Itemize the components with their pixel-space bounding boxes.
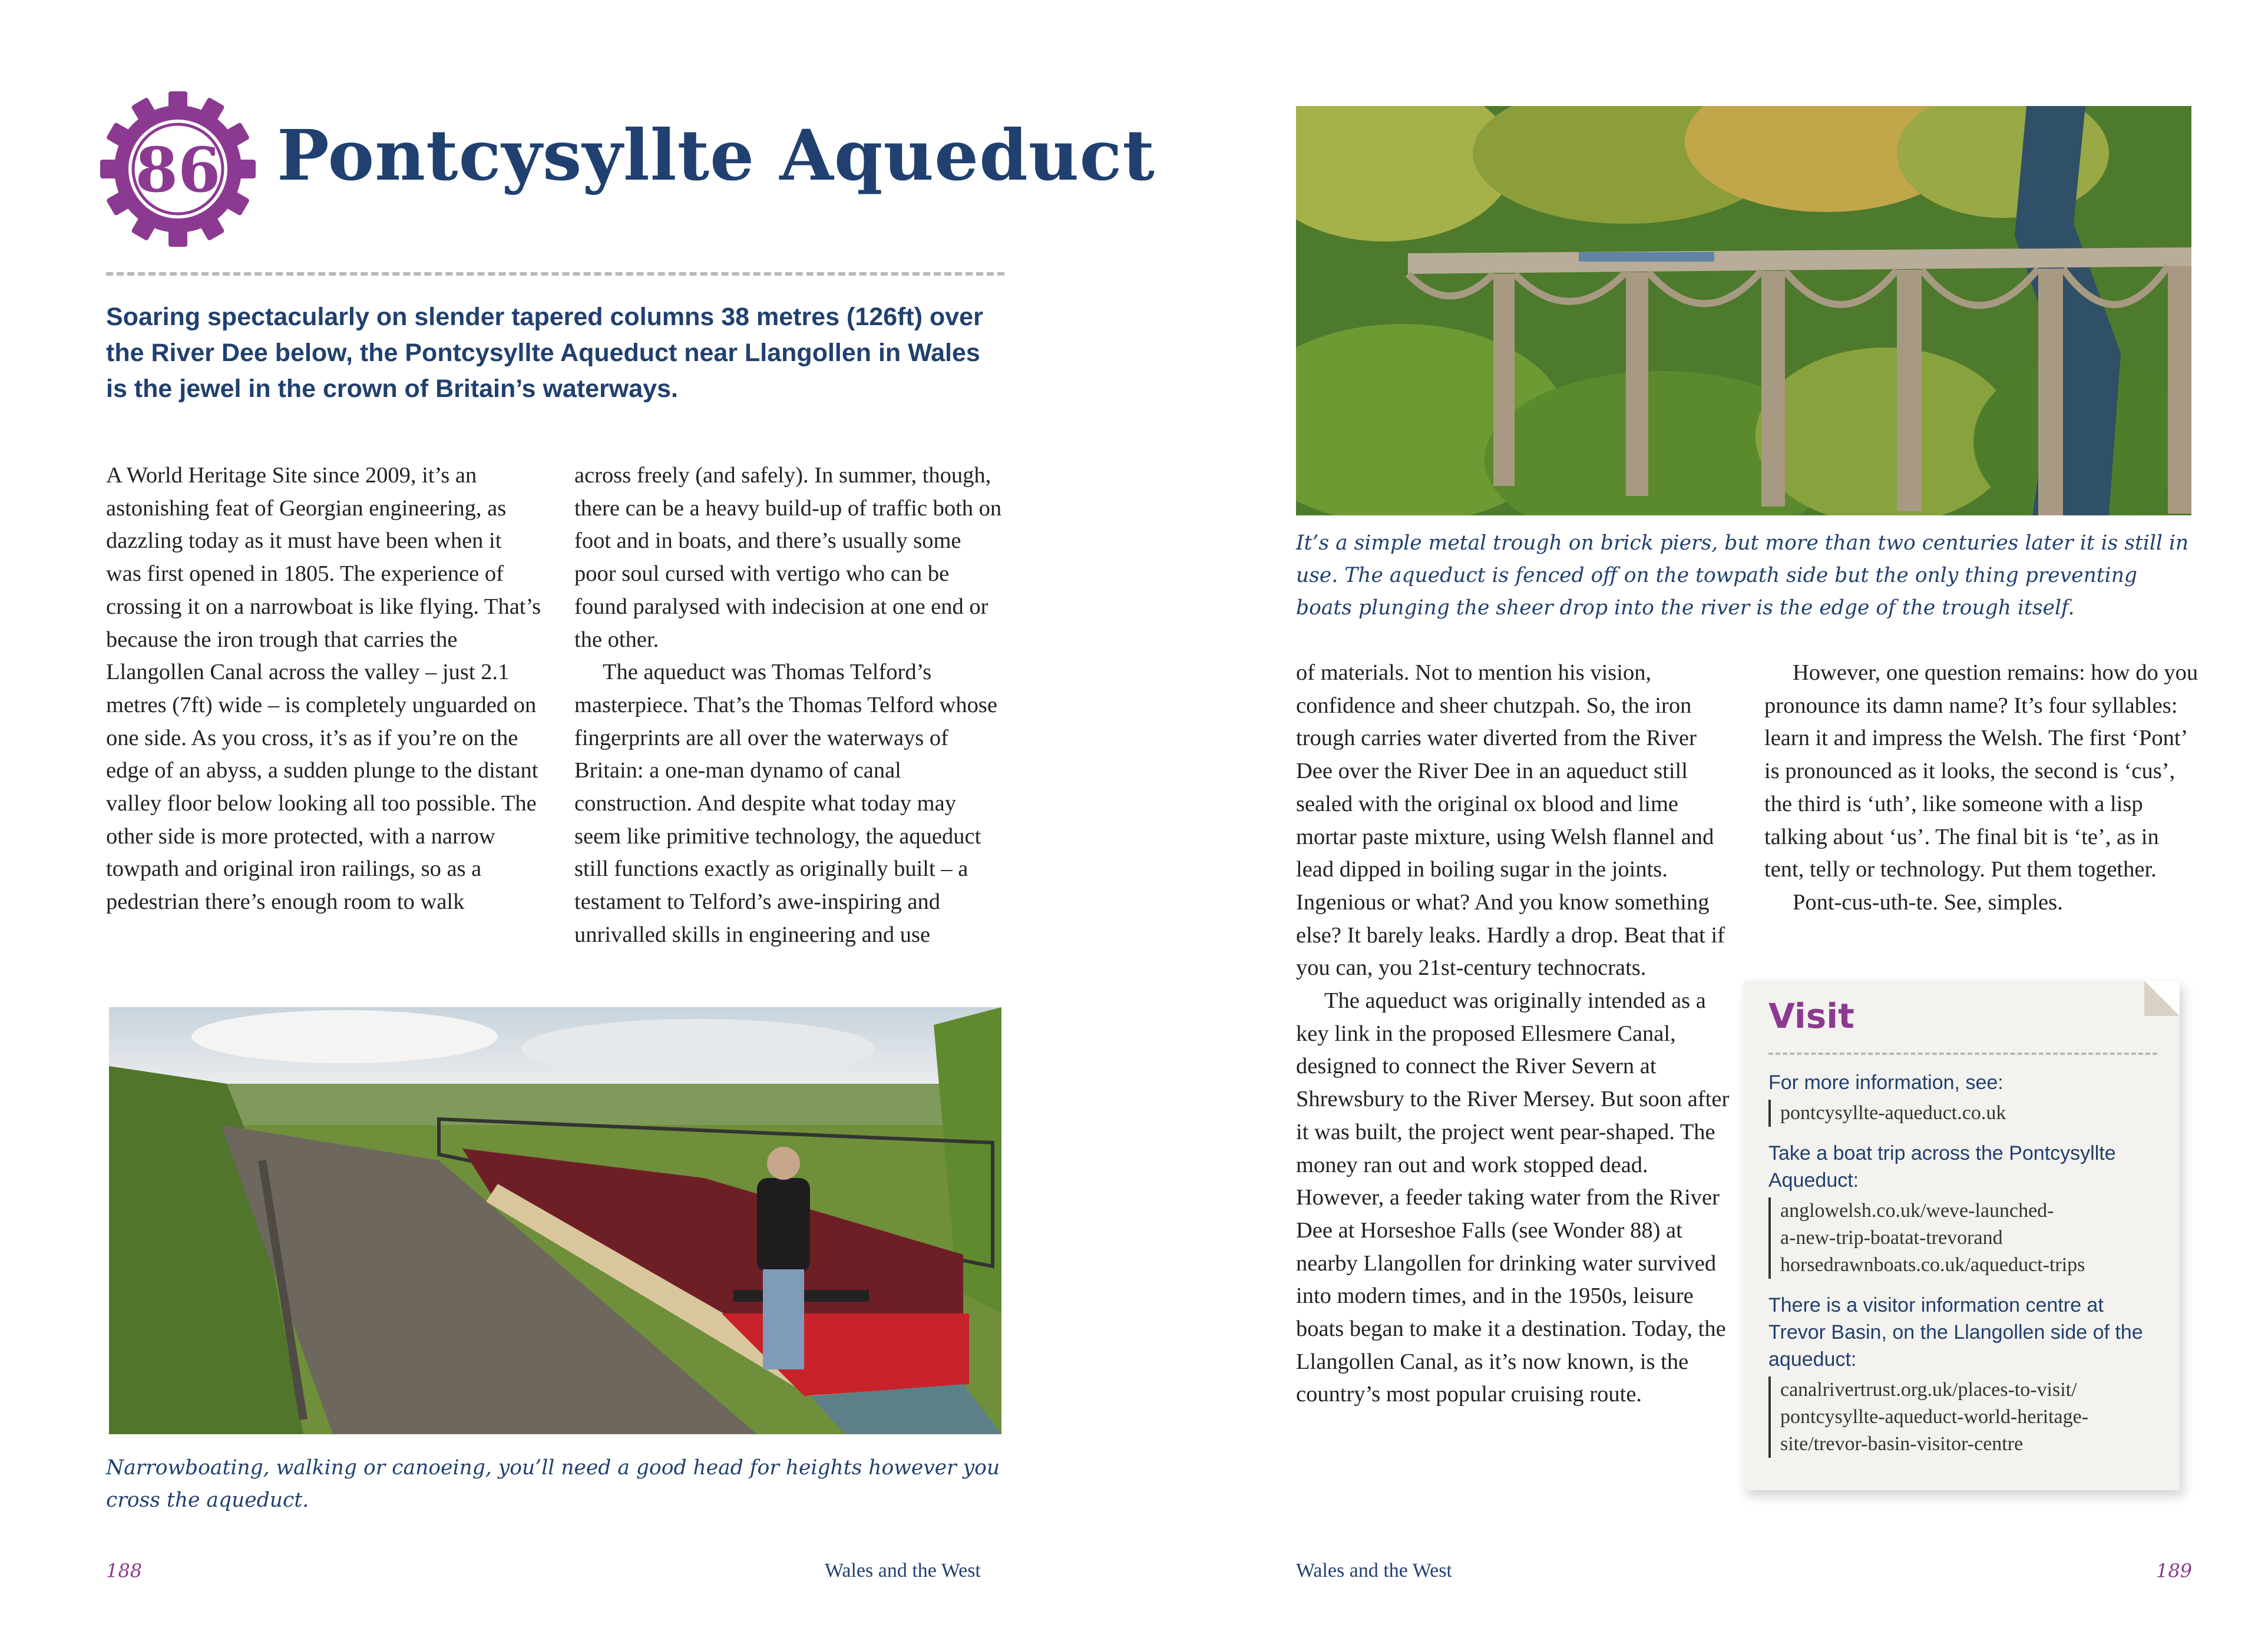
- section-title: Wales and the West: [1296, 1560, 1452, 1581]
- visit-link[interactable]: anglowelsh.co.uk/weve-launched-: [1780, 1200, 2054, 1222]
- section-title: Wales and the West: [825, 1560, 981, 1581]
- visit-heading: Visit: [1768, 996, 1854, 1036]
- page-number: 188: [106, 1560, 143, 1582]
- body-paragraph: The aqueduct was originally intended as a key link in the proposed Ellesmere Canal, designed to connect the River Severn at Shrewsbury to the River Mersey. But soon after it was built, the project went pear-shaped. The money ran out and work stopped dead. However, a feeder taking water from the River Dee at Horseshoe Falls (see Wonder 88) at nearby Llangollen for drinking water survived into modern times, and in the 1950s, leisure boats began to make it a destination. Today, the Llangollen Canal, as it’s now known, is the country’s most popular cruising route.: [1296, 988, 1730, 1407]
- visit-link[interactable]: pontcysyllte-aqueduct.co.uk: [1780, 1102, 2006, 1124]
- visit-link[interactable]: pontcysyllte-aqueduct-world-heritage-: [1780, 1406, 2089, 1428]
- body-column-1: [106, 459, 542, 919]
- cog-badge-icon: [100, 91, 256, 247]
- body-paragraph: However, one question remains: how do you pronounce its damn name? It’s four syllables: learn it and impress the Welsh. The first ‘Pont’ is pronounced as it looks, the second is ‘cus’, the third is ‘uth’, like someone with a lisp talking about ‘us’. The final bit is ‘te’, as in tent, telly or technology. Put them together.: [1764, 660, 2198, 882]
- body-column-3: [1296, 657, 1738, 1411]
- title-divider: [106, 272, 1004, 276]
- page-number: 189: [2156, 1560, 2193, 1582]
- body-paragraph: A World Heritage Site since 2009, it’s an astonishing feat of Georgian engineering, as dazzling today as it must have been when it was first opened in 1805. The experience of crossing it on a narrowboat is like flying. That’s because the iron trough that carries the Llangollen Canal across the valley – just 2.1 metres (7ft) wide – is completely unguarded on one side. As you cross, it’s as if you’re on the edge of an abyss, a sudden plunge to the distant valley floor below looking all too possible. The other side is more protected, with a narrow towpath and original iron railings, so as a pedestrian there’s enough room to walk: [106, 463, 541, 915]
- photo-caption: It’s a simple metal trough on brick piers, but more than two centuries later it is still in use. The aqueduct is fenced off on the towpath side but the only thing preventing boats plunging the sheer drop into the river is the edge of the trough itself.: [1296, 531, 2189, 620]
- visit-links: [1768, 1376, 2163, 1458]
- visit-link[interactable]: site/trevor-basin-visitor-centre: [1780, 1433, 2024, 1455]
- body-column-2: [574, 459, 1007, 952]
- visit-content: [1768, 1069, 2163, 1458]
- page-fold-corner: [2144, 981, 2180, 1016]
- visit-links: [1768, 1197, 2163, 1279]
- visit-label: Take a boat trip across the Pontcysyllte Aqueduct:: [1768, 1142, 2116, 1192]
- photo-caption: Narrowboating, walking or canoeing, you’ll need a good head for heights however you cross the aqueduct.: [106, 1456, 1000, 1512]
- visit-label: There is a visitor information centre at Trevor Basin, on the Llangollen side of the aqueduct:: [1768, 1294, 2143, 1371]
- visit-divider: [1768, 1053, 2157, 1055]
- visit-links: [1768, 1100, 2163, 1127]
- narrowboat-photo: [109, 1007, 1001, 1434]
- badge-number: 86: [135, 134, 221, 206]
- visit-info-box: [1744, 981, 2180, 1490]
- body-column-4: [1764, 657, 2200, 919]
- body-paragraph: across freely (and safely). In summer, though, there can be a heavy build-up of traffic both on foot and in boats, and there’s usually some poor soul cursed with vertigo who can be found paralysed with indecision at one end or the other.: [574, 463, 1002, 652]
- visit-label: For more information, see:: [1768, 1071, 2003, 1094]
- intro-paragraph: Soaring spectacularly on slender tapered columns 38 metres (126ft) over the River Dee below, the Pontcysyllte Aqueduct near Llangollen in Wales is the jewel in the crown of Britain’s waterways.: [106, 303, 983, 403]
- visit-link[interactable]: a-new-trip-boatat-trevorand: [1780, 1227, 2003, 1249]
- body-paragraph: of materials. Not to mention his vision, confidence and sheer chutzpah. So, the iron trough carries water diverted from the River Dee over the River Dee in an aqueduct still sealed with the original ox blood and lime mortar paste mixture, using Welsh flannel and lead dipped in boiling sugar in the joints. Ingenious or what? And you know something else? It barely leaks. Hardly a drop. Beat that if you can, you 21st-century technocrats.: [1296, 660, 1725, 981]
- body-paragraph: Pont-cus-uth-te. See, simples.: [1793, 889, 2063, 915]
- body-paragraph: The aqueduct was Thomas Telford’s masterpiece. That’s the Thomas Telford whose fingerprints are all over the waterways of Britain: a one-man dynamo of canal construction. And despite what today may seem like primitive technology, the aqueduct still functions exactly as originally built – a testament to Telford’s awe-inspiring and unrivalled skills in engineering and use: [574, 660, 997, 947]
- visit-link[interactable]: canalrivertrust.org.uk/places-to-visit/: [1780, 1379, 2077, 1401]
- page-title: Pontcysyllte Aqueduct: [277, 114, 1155, 196]
- visit-link[interactable]: horsedrawnboats.co.uk/aqueduct-trips: [1780, 1254, 2085, 1276]
- aerial-aqueduct-photo: [1296, 106, 2191, 515]
